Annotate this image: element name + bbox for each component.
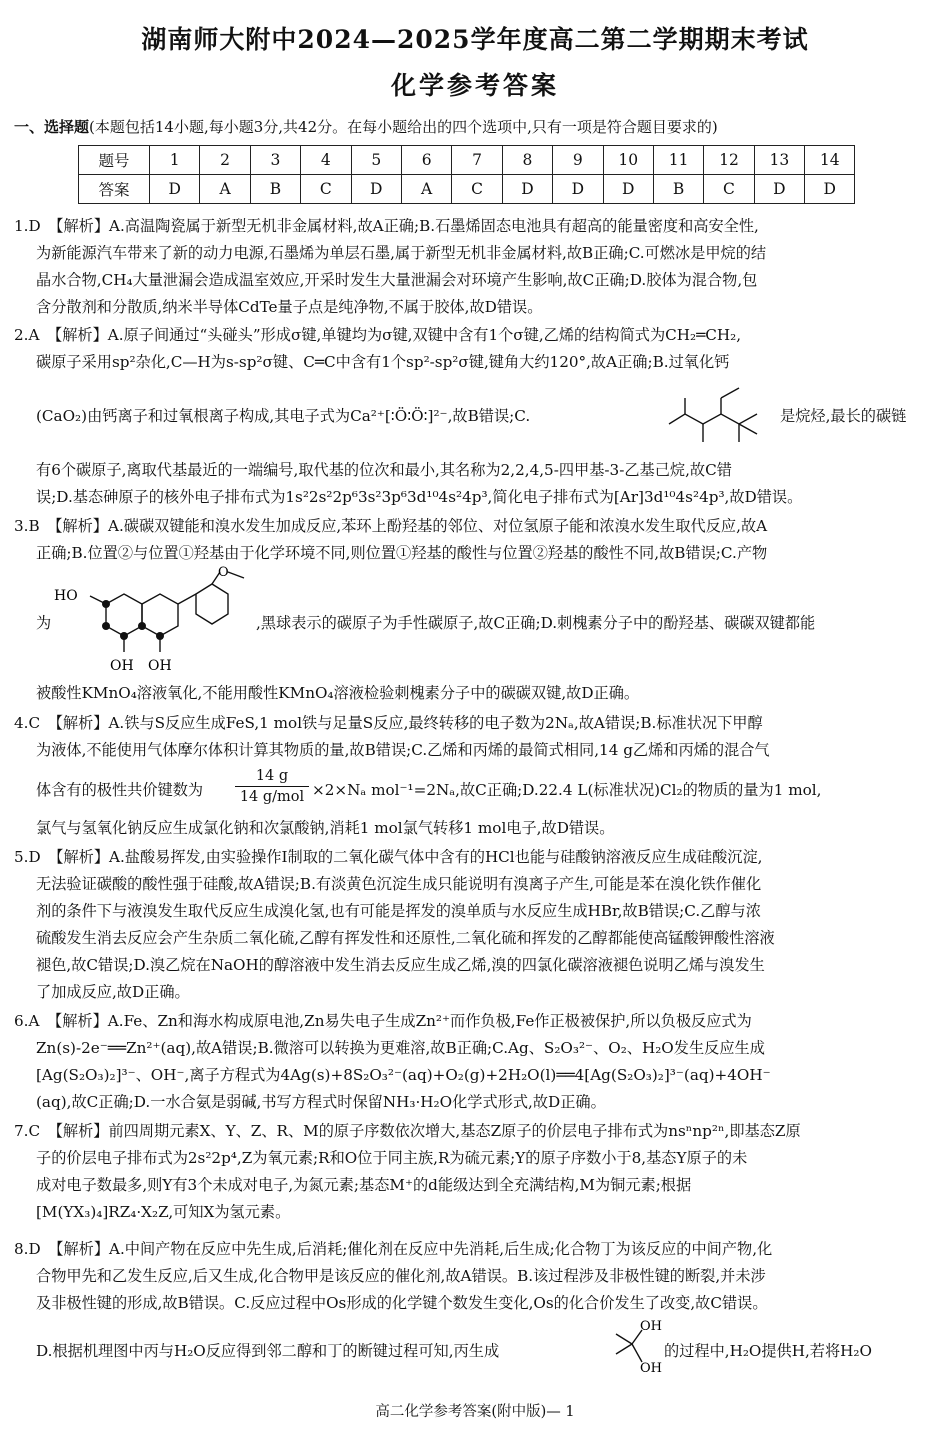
text-line: 误;D.基态砷原子的核外电子排布式为1s²2s²2p⁶3s²3p⁶3d¹⁰4s²4p³,简化电子排布式为[Ar]3d¹⁰4s²4p³,故D错误。 bbox=[36, 488, 803, 506]
text-line: D.根据机理图中丙与H₂O反应得到邻二醇和丁的断键过程可知,丙生成 bbox=[36, 1342, 500, 1360]
section-label: 一、选择题 bbox=[14, 118, 90, 136]
text-line: 褪色,故C错误;D.溴乙烷在NaOH的醇溶液中发生消去反应生成乙烯,溴的四氯化碳溶液褪色说明乙烯与溴发生 bbox=[36, 956, 765, 974]
table-cell: 10 bbox=[603, 146, 653, 175]
text-line: 是烷烃,最长的碳链 bbox=[780, 407, 907, 425]
text-line: Zn(s)-2e⁻══Zn²⁺(aq),故A错误;B.微溶可以转换为更难溶,故B正确;C.Ag、S₂O₃²⁻、O₂、H₂O发生反应生成 bbox=[36, 1039, 765, 1057]
chiral-carbon-dots bbox=[102, 600, 164, 640]
text-line: (CaO₂)由钙离子和过氧根离子构成,其电子式为Ca²⁺[∶Ö∶Ö∶]²⁻,故B错误;C. bbox=[36, 407, 531, 425]
text-line: 晶水合物,CH₄大量泄漏会造成温室效应,开采时发生大量泄漏会对环境产生影响,故C正确;D.胶体为混合物,包 bbox=[36, 271, 758, 289]
fraction-denominator: 14 g/mol bbox=[239, 789, 305, 805]
diol-structure-figure bbox=[612, 1316, 668, 1376]
table-cell: 1 bbox=[150, 146, 200, 175]
table-header: 题号 bbox=[79, 146, 150, 175]
text-line: 含分散剂和分散质,纳米半导体CdTe量子点是纯净物,不属于胶体,故D错误。 bbox=[36, 298, 543, 316]
table-header: 答案 bbox=[79, 175, 150, 204]
table-cell: D bbox=[603, 175, 653, 204]
table-cell: D bbox=[754, 175, 804, 204]
text-line: 体含有的极性共价键数为 bbox=[36, 781, 204, 799]
table-cell: 12 bbox=[704, 146, 754, 175]
text-line: 合物甲先和乙发生反应,后又生成,化合物甲是该反应的催化剂,故A错误。B.该过程涉及非极性键的断裂,并未涉 bbox=[36, 1267, 766, 1285]
diol-bonds bbox=[616, 1330, 642, 1362]
oh-label: OH bbox=[148, 658, 172, 674]
text-line: 氯气与氢氧化钠反应生成氯化钠和次氯酸钠,消耗1 mol氯气转移1 mol电子,故D错误。 bbox=[36, 819, 615, 837]
text-line: 的过程中,H₂O提供H,若将H₂O bbox=[664, 1342, 872, 1360]
table-cell: 9 bbox=[553, 146, 603, 175]
text-line: (aq),故C正确;D.一水合氨是弱碱,书写方程式时保留NH₃·H₂O化学式形式,故D正确。 bbox=[36, 1093, 606, 1111]
table-cell: 2 bbox=[200, 146, 250, 175]
text-line: 及非极性键的形成,故B错误。C.反应过程中Os形成的化学键个数发生变化,Os的化合价发生了改变,故C错误。 bbox=[36, 1294, 768, 1312]
text-line: 了加成反应,故D正确。 bbox=[36, 983, 190, 1001]
text-line: ×2×Nₐ mol⁻¹=2Nₐ,故C正确;D.22.4 L(标准状况)Cl₂的物质的量为1 mol, bbox=[312, 781, 822, 799]
table-cell: 11 bbox=[653, 146, 703, 175]
table-row-answers bbox=[79, 175, 855, 204]
table-row-numbers bbox=[79, 146, 855, 175]
table-cell: B bbox=[653, 175, 703, 204]
page-subtitle: 化学参考答案 bbox=[390, 71, 559, 100]
table-cell: 8 bbox=[502, 146, 552, 175]
table-cell: D bbox=[150, 175, 200, 204]
table-cell: C bbox=[301, 175, 351, 204]
table-cell: 5 bbox=[351, 146, 401, 175]
text-line: 硫酸发生消去反应会产生杂质二氧化硫,乙醇有挥发性和还原性,二氧化硫和挥发的乙醇都能使高锰酸钾酸性溶液 bbox=[36, 929, 775, 947]
text-line: 5.D 【解析】A.盐酸易挥发,由实验操作Ⅰ制取的二氧化碳气体中含有的HCl也能与硅酸钠溶液反应生成硅酸沉淀, bbox=[14, 848, 763, 866]
text-line: 1.D 【解析】A.高温陶瓷属于新型无机非金属材料,故A正确;B.石墨烯固态电池具有超高的能量密度和高安全性, bbox=[14, 217, 759, 235]
o-label: O bbox=[218, 566, 229, 580]
text-line: 被酸性KMnO₄溶液氧化,不能用酸性KMnO₄溶液检验刺槐素分子中的碳碳双键,故D正确。 bbox=[36, 684, 640, 702]
table-cell: B bbox=[250, 175, 300, 204]
table-cell: D bbox=[553, 175, 603, 204]
table-cell: 14 bbox=[805, 146, 855, 175]
table-cell: D bbox=[805, 175, 855, 204]
table-cell: 3 bbox=[250, 146, 300, 175]
oh-label: OH bbox=[640, 1361, 662, 1376]
table-cell: 7 bbox=[452, 146, 502, 175]
table-cell: C bbox=[452, 175, 502, 204]
oh-label: OH bbox=[640, 1319, 662, 1334]
fraction-numerator: 14 g bbox=[235, 766, 309, 787]
text-line: 3.B 【解析】A.碳碳双键能和溴水发生加成反应,苯环上酚羟基的邻位、对位氢原子能和浓溴水发生取代反应,故A bbox=[14, 517, 768, 535]
text-line: 为液体,不能使用气体摩尔体积计算其物质的量,故B错误;C.乙烯和丙烯的最简式相同,14 g乙烯和丙烯的混合气 bbox=[36, 741, 770, 759]
table-cell: C bbox=[704, 175, 754, 204]
table-cell: A bbox=[200, 175, 250, 204]
section-heading bbox=[14, 116, 718, 137]
alkane-skeleton-figure bbox=[665, 378, 775, 450]
text-line: 为新能源汽车带来了新的动力电源,石墨烯为单层石墨,属于新型无机非金属材料,故B正确;C.可燃冰是甲烷的结 bbox=[36, 244, 767, 262]
fraction bbox=[235, 766, 309, 807]
text-line: 6.A 【解析】A.Fe、Zn和海水构成原电池,Zn易失电子生成Zn²⁺而作负极,Fe作正极被保护,所以负极反应式为 bbox=[14, 1012, 752, 1030]
oh-label: OH bbox=[110, 658, 134, 674]
answer-table bbox=[78, 145, 855, 204]
table-cell: 13 bbox=[754, 146, 804, 175]
text-line: 2.A 【解析】A.原子间通过“头碰头”形成σ键,单键均为σ键,双键中含有1个σ键,乙烯的结构简式为CH₂═CH₂, bbox=[14, 326, 742, 344]
text-line: 8.D 【解析】A.中间产物在反应中先生成,后消耗;催化剂在反应中先消耗,后生成;化合物丁为该反应的中间产物,化 bbox=[14, 1240, 773, 1258]
text-line: 碳原子采用sp²杂化,C—H为s-sp²σ键、C═C中含有1个sp²-sp²σ键,键角大约120°,故A正确;B.过氧化钙 bbox=[36, 353, 730, 371]
table-cell: 4 bbox=[301, 146, 351, 175]
table-cell: D bbox=[502, 175, 552, 204]
text-line: 有6个碳原子,离取代基最近的一端编号,取代基的位次和最小,其名称为2,2,4,5-四甲基-3-乙基己烷,故C错 bbox=[36, 461, 732, 479]
text-line: 成对电子数最多,则Y有3个未成对电子,为氮元素;基态M⁺的d能级达到全充满结构,M为铜元素;根据 bbox=[36, 1176, 692, 1194]
text-line: 剂的条件下与液溴发生取代反应生成溴化氢,也有可能是挥发的溴单质与水反应生成HBr,故B错误;C.乙醇与浓 bbox=[36, 902, 761, 920]
text-line: ,黑球表示的碳原子为手性碳原子,故C正确;D.刺槐素分子中的酚羟基、碳碳双键都能 bbox=[256, 614, 816, 632]
alkane-bonds bbox=[669, 388, 757, 442]
table-cell: 6 bbox=[401, 146, 451, 175]
molecule-bonds bbox=[90, 572, 244, 652]
text-line: 4.C 【解析】A.铁与S反应生成FeS,1 mol铁与足量S反应,最终转移的电子数为2Nₐ,故A错误;B.标准状况下甲醇 bbox=[14, 714, 763, 732]
table-cell: D bbox=[351, 175, 401, 204]
section-desc: (本题包括14小题,每小题3分,共42分。在每小题给出的四个选项中,只有一项是符合题目要求的) bbox=[89, 118, 718, 136]
text-line: 7.C 【解析】前四周期元素X、Y、Z、R、M的原子序数依次增大,基态Z原子的价层电子排布式为nsⁿnp²ⁿ,即基态Z原 bbox=[14, 1122, 801, 1140]
molecule-structure-figure bbox=[50, 566, 260, 682]
text-line: 子的价层电子排布式为2s²2p⁴,Z为氧元素;R和O位于同主族,R为硫元素;Y的原子序数小于8,基态Y原子的未 bbox=[36, 1149, 748, 1167]
text-line: 正确;B.位置②与位置①羟基由于化学环境不同,则位置①羟基的酸性与位置②羟基的酸性不同,故B错误;C.产物 bbox=[36, 544, 768, 562]
ho-label: HO bbox=[54, 588, 78, 604]
page-title: 湖南师大附中2024—2025学年度高二第二学期期末考试 bbox=[141, 25, 809, 54]
text-line: [M(YX₃)₄]RZ₄·X₂Z,可知X为氢元素。 bbox=[36, 1203, 291, 1221]
text-line: [Ag(S₂O₃)₂]³⁻、OH⁻,离子方程式为4Ag(s)+8S₂O₃²⁻(aq)+O₂(g)+2H₂O(l)══4[Ag(S₂O₃)₂]³⁻(aq)+4OH⁻ bbox=[36, 1066, 771, 1084]
table-cell: A bbox=[401, 175, 451, 204]
text-line: 无法验证碳酸的酸性强于硅酸,故A错误;B.有淡黄色沉淀生成只能说明有溴离子产生,可能是苯在溴化铁作催化 bbox=[36, 875, 762, 893]
text-line: 为 bbox=[36, 614, 52, 632]
page-footer: 高二化学参考答案(附中版)— 1 bbox=[375, 1404, 575, 1420]
